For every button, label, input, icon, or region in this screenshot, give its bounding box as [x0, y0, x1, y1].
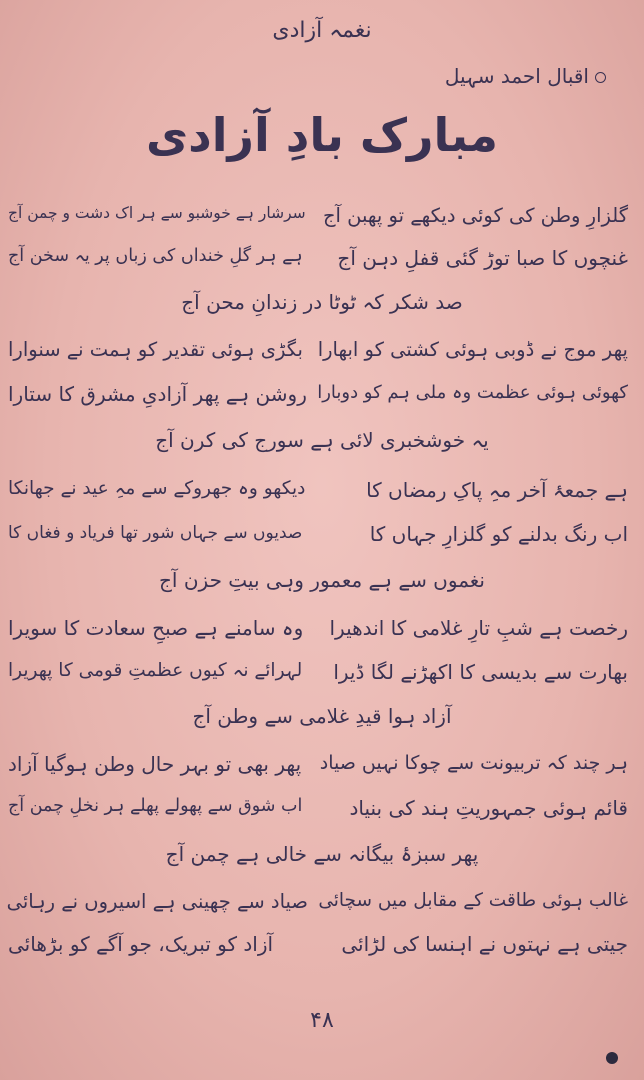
verse-left: بگڑی ہوئی تقدیر کو ہمت نے سنوارا — [8, 338, 303, 361]
verse-right: غنچوں کا صبا توڑ گئی قفلِ دہن آج — [337, 246, 628, 270]
verse-left: سرشار ہے خوشبو سے ہر اک دشت و چمن آج — [8, 204, 306, 222]
verse-right: کھوئی ہوئی عظمت وہ ملی ہم کو دوبارا — [317, 382, 628, 403]
verse-left: روشن ہے پھر آزادیِ مشرق کا ستارا — [8, 382, 307, 406]
poem-title: مبارک بادِ آزادی — [145, 108, 499, 162]
verse-right: رخصت ہے شبِ تارِ غلامی کا اندھیرا — [329, 616, 628, 640]
refrain-line: پھر سبزۂ بیگانہ سے خالی ہے چمن آج — [165, 842, 479, 866]
verse-right: ہر چند کہ تربیونت سے چوکا نہیں صیاد — [319, 752, 628, 774]
verse-right: ہے جمعۂ آخر مہِ پاکِ رمضاں کا — [366, 478, 628, 502]
verse-left: صیاد سے چھینی ہے اسیروں نے رہائی — [6, 890, 308, 913]
bullet-icon — [595, 72, 606, 83]
verse-left: اب شوق سے پھولے پھلے ہر نخلِ چمن آج — [8, 796, 303, 816]
verse-right: اب رنگ بدلنے کو گلزارِ جہاں کا — [369, 522, 628, 546]
verse-left: دیکھو وہ جھروکے سے مہِ عید نے جھانکا — [8, 478, 306, 499]
page-number: ۴۸ — [310, 1008, 334, 1033]
author-name: اقبال احمد سہیل — [444, 64, 589, 88]
verse-right: جیتی ہے نہتوں نے اہنسا کی لڑائی — [341, 932, 628, 956]
ink-speck — [606, 1052, 618, 1064]
refrain-line: صد شکر کہ ٹوٹا در زندانِ محن آج — [181, 290, 463, 314]
refrain-line: نغموں سے ہے معمور وہی بیتِ حزن آج — [159, 568, 485, 592]
section-header: نغمہ آزادی — [272, 18, 372, 43]
verse-right: غالب ہوئی طاقت کے مقابل میں سچائی — [318, 890, 628, 911]
verse-left: وہ سامنے ہے صبحِ سعادت کا سویرا — [8, 616, 304, 640]
refrain-line: یہ خوشخبری لائی ہے سورج کی کرن آج — [155, 428, 489, 452]
verse-right: بھارت سے بدیسی کا اکھڑنے لگا ڈیرا — [333, 660, 628, 684]
refrain-line: آزاد ہوا قیدِ غلامی سے وطن آج — [192, 704, 452, 728]
verse-right: پھر موج نے ڈوبی ہوئی کشتی کو ابھارا — [317, 338, 628, 361]
verse-right: گلزارِ وطن کی کوئی دیکھے تو پھبن آج — [322, 204, 628, 227]
verse-left: ہے ہر گلِ خنداں کی زباں پر یہ سخن آج — [8, 246, 303, 266]
author-line — [445, 64, 606, 88]
verse-right: قائم ہوئی جمہوریتِ ہند کی بنیاد — [349, 796, 628, 820]
verse-left: صدیوں سے جہاں شور تھا فریاد و فغاں کا — [8, 523, 303, 543]
verse-left: آزاد کو تبریک، جو آگے کو بڑھائی — [8, 932, 274, 956]
verse-left: لہرائے نہ کیوں عظمتِ قومی کا پھریرا — [8, 660, 303, 681]
verse-left: پھر بھی تو بہر حال وطن ہوگیا آزاد — [8, 752, 302, 776]
